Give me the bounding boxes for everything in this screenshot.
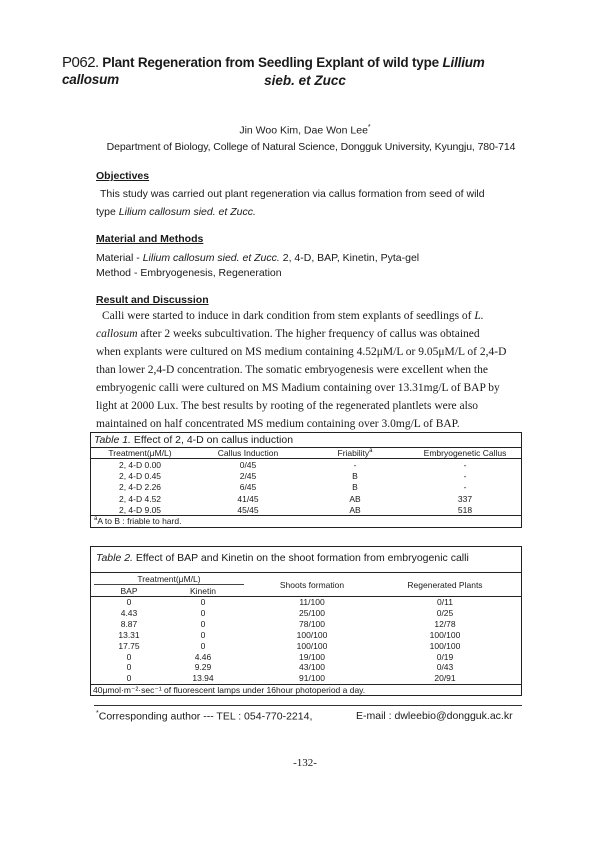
table1-header-treatment: Treatment(μM/L)	[108, 448, 172, 458]
objectives-text	[100, 185, 530, 203]
table1-cell: AB	[349, 493, 361, 504]
table2-caption	[96, 552, 469, 564]
title-line2: sieb. et Zucc	[264, 73, 346, 88]
table1-cell: 6/45	[239, 482, 257, 493]
table2-header-regenerated: Regenerated Plants	[407, 580, 483, 590]
table2-cell: 9.29	[194, 662, 212, 673]
authors	[0, 124, 600, 137]
table2-cell: 0/43	[436, 662, 454, 673]
table1-cell: -	[463, 471, 467, 482]
table2-caption-label: Table 2.	[96, 552, 133, 564]
results-text	[96, 307, 526, 433]
title-species: Lillium callosum	[62, 55, 485, 87]
table1-caption-label: Table 1.	[94, 434, 131, 446]
objectives-line1: This study was carried out plant regeneration via callus formation from seed of wild	[100, 188, 485, 200]
table1-cell: -	[353, 460, 357, 470]
table1-rule-header	[90, 458, 522, 459]
table2-cell: 12/78	[434, 618, 456, 629]
table1-note-text: A to B : friable to hard.	[97, 516, 182, 526]
results-line1-species: L.	[474, 310, 484, 322]
table2-cell: 4.46	[194, 651, 212, 662]
results-line6: light at 2000 Lux. The best results by rooting of the regenerated plantlets were also	[96, 400, 479, 412]
table1-note	[94, 516, 181, 526]
table1-cell: 2, 4-D 0.00	[118, 460, 162, 470]
table2-cell: 13.31	[118, 629, 140, 640]
table1-cell: 41/45	[237, 493, 259, 504]
affiliation: Department of Biology, College of Natural Science, Dongguk University, Kyungju, 780-714	[106, 141, 516, 153]
table1-cell: 337	[457, 493, 473, 504]
table1-caption-text: Effect of 2, 4-D on callus induction	[130, 434, 294, 446]
results-line1	[96, 307, 526, 325]
table1-cell: 2, 4-D 9.05	[118, 504, 162, 515]
table2-cell: 100/100	[296, 640, 328, 651]
footer-mark: *	[96, 710, 99, 717]
table2-cell: 25/100	[299, 607, 325, 618]
table2-header-kinetin: Kinetin	[190, 586, 216, 596]
table2-cell: 100/100	[429, 629, 461, 640]
table2-rule-top	[90, 572, 522, 573]
table1-cell: 2/45	[239, 471, 257, 482]
table1-cell: 2, 4-D 0.45	[118, 471, 162, 482]
results-line4: than lower 2,4-D concentration. The somatic embryogenesis were excellent when the	[96, 364, 488, 376]
table1-header-embryogenetic: Embryogenetic Callus	[423, 448, 507, 458]
table2-cell: 0	[200, 640, 206, 651]
corresponding-author: Corresponding author --- TEL : 054-770-2214,	[98, 710, 313, 723]
table1-cell: 518	[457, 504, 473, 515]
results-line2	[96, 325, 526, 343]
results-heading: Result and Discussion	[96, 294, 209, 306]
table2-cell: 0	[200, 607, 206, 618]
table2-cell: 43/100	[299, 662, 325, 673]
table2-group-header: Treatment(μM/L)	[137, 574, 201, 584]
methods-heading: Material and Methods	[96, 233, 204, 245]
table1-cell: B	[352, 482, 358, 493]
table2-cell: 0	[126, 673, 132, 684]
material-label: Material -	[96, 252, 143, 264]
table1-cell: 2, 4-D 4.52	[118, 493, 162, 504]
objectives-line2	[96, 203, 526, 221]
results-line3: when explants were cultured on MS medium containing 4.52μM/L or 9.05μM/L of 2,4-D	[96, 346, 507, 358]
footer-rule	[94, 705, 522, 706]
table2-cell: 100/100	[296, 629, 328, 640]
results-line5: embryogenic calli were cultured on MS Madium containing over 13.31mg/L of BAP by	[96, 382, 500, 394]
table1-caption	[94, 434, 293, 446]
table2-cell: 0	[126, 662, 132, 673]
results-line2-species: callosum	[96, 328, 138, 340]
table2-cell: 17.75	[118, 640, 140, 651]
results-line2-text: after 2 weeks subcultivation. The higher frequency of callus was obtained	[137, 328, 480, 340]
table2-cell: 20/91	[434, 673, 456, 684]
table1-cell: B	[352, 471, 358, 482]
table1-header-callus: Callus Induction	[217, 448, 279, 458]
table2-cell: 0	[200, 597, 206, 607]
table2-cell: 78/100	[299, 618, 325, 629]
table1-header-friability	[320, 448, 390, 458]
title-main: Plant Regeneration from Seedling Explant of wild type	[102, 55, 443, 70]
table2-header-shoots: Shoots formation	[279, 580, 345, 590]
table2-cell: 0/11	[437, 597, 453, 607]
table1-cell: -	[463, 460, 467, 470]
method-line: Method - Embryogenesis, Regeneration	[96, 267, 282, 279]
objectives-heading: Objectives	[96, 170, 150, 182]
material-species: Lilium callosum sied. et Zucc.	[142, 252, 280, 264]
table1-cell: -	[463, 482, 467, 493]
table2-header-bap: BAP	[120, 586, 138, 596]
page-number: -132-	[293, 757, 317, 769]
table2-cell: 0	[126, 597, 132, 607]
table1-cell: AB	[349, 504, 361, 515]
material-reagents: 2, 4-D, BAP, Kinetin, Pyta-gel	[279, 252, 420, 264]
table2-cell: 0	[200, 629, 206, 640]
table2-cell: 0	[200, 618, 206, 629]
corresponding-email: E-mail : dwleebio@dongguk.ac.kr	[356, 710, 513, 722]
table1-cell: 0/45	[239, 460, 257, 470]
table1-cell: 45/45	[237, 504, 259, 515]
table2-cell: 11/100	[299, 597, 325, 607]
table2-note: 40μmol·m⁻²·sec⁻¹ of fluorescent lamps under 16hour photoperiod a day.	[93, 685, 366, 695]
objectives-species: Lilium callosum sied. et Zucc.	[118, 206, 256, 218]
table1-cell: 2, 4-D 2.26	[118, 482, 162, 493]
table2-cell: 91/100	[299, 673, 325, 684]
table2-cell: 13.94	[192, 673, 214, 684]
objectives-line2-pre: type	[96, 206, 119, 218]
author-mark: *	[367, 124, 371, 131]
table2-rule-group	[94, 584, 244, 585]
table2-cell: 8.87	[120, 618, 138, 629]
results-line1-text: Calli were started to induce in dark condition from stem explants of seedlings of	[102, 310, 475, 322]
table2-cell: 19/100	[299, 651, 325, 662]
table2-cell: 0/19	[436, 651, 454, 662]
table2-cell: 0	[126, 651, 132, 662]
table1-header-friability-text: Friability	[337, 448, 370, 458]
table2-caption-text: Effect of BAP and Kinetin on the shoot formation from embryogenic calli	[132, 552, 469, 564]
table2-cell: 4.43	[120, 607, 138, 618]
table1-friability-mark: a	[369, 448, 373, 455]
table2-cell: 100/100	[429, 640, 461, 651]
abstract-code: P062.	[62, 54, 99, 71]
table2-cell: 0/25	[436, 607, 454, 618]
author-names: Jin Woo Kim, Dae Won Lee	[239, 124, 368, 137]
table1-note-mark: a	[94, 516, 98, 523]
footer	[96, 710, 536, 723]
results-line7: maintained on half concentrated MS medium containing over 3.0mg/L of BAP.	[96, 418, 460, 430]
